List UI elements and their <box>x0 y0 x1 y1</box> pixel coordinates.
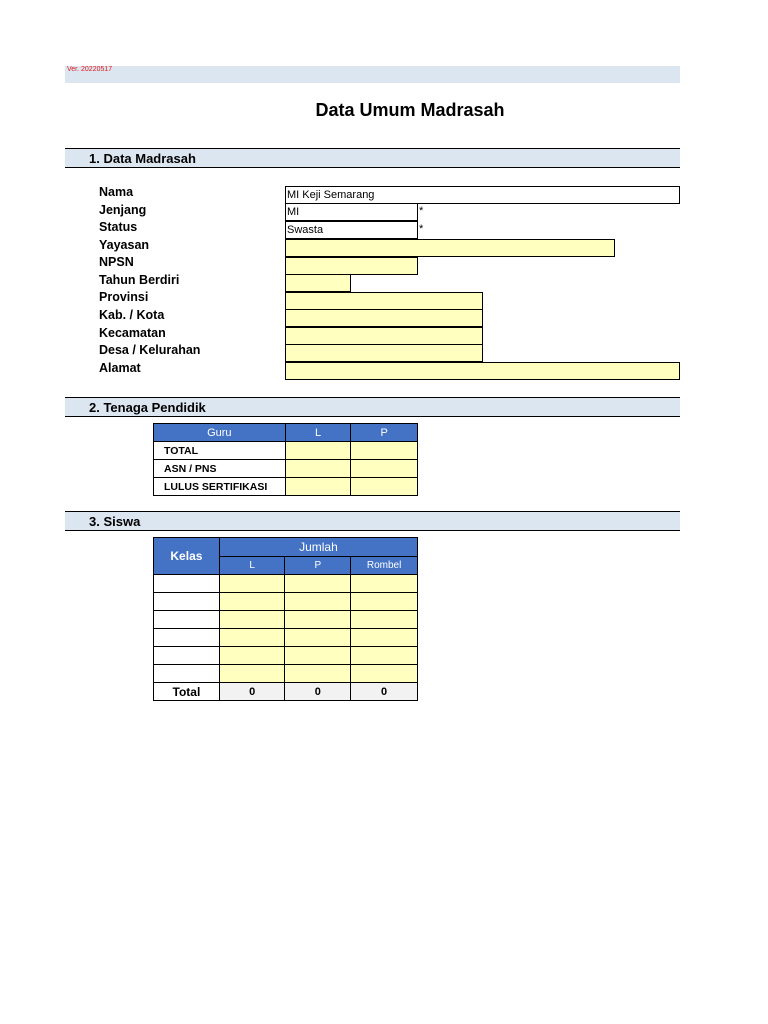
siswa-l-cell[interactable] <box>219 647 285 665</box>
desa-kelurahan-field[interactable] <box>285 344 483 362</box>
siswa-l-cell[interactable] <box>219 665 285 683</box>
nama-field[interactable]: MI Keji Semarang <box>285 186 680 204</box>
version-label: Ver. 20220517 <box>67 66 113 73</box>
siswa-header-rombel: Rombel <box>351 557 418 575</box>
siswa-l-cell[interactable] <box>219 575 285 593</box>
total-label: Total <box>154 683 220 701</box>
jenjang-field[interactable]: MI <box>285 203 418 221</box>
status-field[interactable]: Swasta <box>285 221 418 239</box>
section-header-tenaga-pendidik <box>65 397 680 417</box>
label-desa-kelurahan: Desa / Kelurahan <box>99 343 201 357</box>
kelas-cell[interactable] <box>154 665 220 683</box>
table-row <box>154 460 418 478</box>
guru-table <box>153 423 418 496</box>
siswa-p-cell[interactable] <box>285 611 351 629</box>
siswa-p-cell[interactable] <box>285 629 351 647</box>
tahun-berdiri-field[interactable] <box>285 274 351 292</box>
guru-sertifikasi-p-cell[interactable] <box>351 478 418 496</box>
siswa-table <box>153 537 418 701</box>
version-bar <box>65 66 680 83</box>
siswa-p-cell[interactable] <box>285 647 351 665</box>
label-tahun-berdiri: Tahun Berdiri <box>99 273 180 287</box>
siswa-rombel-cell[interactable] <box>351 647 418 665</box>
kecamatan-field[interactable] <box>285 327 483 345</box>
label-kab-kota: Kab. / Kota <box>99 308 165 322</box>
alamat-field[interactable] <box>285 362 680 380</box>
label-kecamatan: Kecamatan <box>99 326 166 340</box>
guru-asn-p-cell[interactable] <box>351 460 418 478</box>
guru-sertifikasi-l-cell[interactable] <box>285 478 351 496</box>
jenjang-required-mark: * <box>419 205 424 217</box>
kelas-cell[interactable] <box>154 629 220 647</box>
yayasan-field[interactable] <box>285 239 615 257</box>
table-row <box>154 611 418 629</box>
row-label-total: TOTAL <box>154 442 286 460</box>
kelas-cell[interactable] <box>154 575 220 593</box>
siswa-l-cell[interactable] <box>219 611 285 629</box>
table-row <box>154 442 418 460</box>
section-title: 3. Siswa <box>89 514 141 529</box>
status-required-mark: * <box>419 223 424 235</box>
table-row-total <box>154 683 418 701</box>
siswa-rombel-cell[interactable] <box>351 629 418 647</box>
table-row <box>154 478 418 496</box>
jumlah-header: Jumlah <box>219 538 417 557</box>
kelas-cell[interactable] <box>154 647 220 665</box>
label-alamat: Alamat <box>99 361 141 375</box>
npsn-field[interactable] <box>285 257 418 275</box>
label-provinsi: Provinsi <box>99 290 149 304</box>
guru-asn-l-cell[interactable] <box>285 460 351 478</box>
section-title: 1. Data Madrasah <box>89 151 196 166</box>
table-row <box>154 575 418 593</box>
label-jenjang: Jenjang <box>99 203 147 217</box>
siswa-p-cell[interactable] <box>285 665 351 683</box>
section-title: 2. Tenaga Pendidik <box>89 400 206 415</box>
total-p-value: 0 <box>285 683 351 701</box>
kelas-header: Kelas <box>154 538 220 575</box>
guru-header-l: L <box>285 424 351 442</box>
label-status: Status <box>99 220 138 234</box>
kelas-cell[interactable] <box>154 611 220 629</box>
table-row <box>154 647 418 665</box>
siswa-rombel-cell[interactable] <box>351 575 418 593</box>
siswa-rombel-cell[interactable] <box>351 611 418 629</box>
section-header-siswa <box>65 511 680 531</box>
row-label-lulus-sertifikasi: LULUS SERTIFIKASI <box>154 478 286 496</box>
siswa-rombel-cell[interactable] <box>351 665 418 683</box>
label-npsn: NPSN <box>99 255 134 269</box>
siswa-l-cell[interactable] <box>219 629 285 647</box>
table-row <box>154 629 418 647</box>
guru-total-l-cell[interactable] <box>285 442 351 460</box>
siswa-p-cell[interactable] <box>285 575 351 593</box>
kelas-cell[interactable] <box>154 593 220 611</box>
table-row <box>154 665 418 683</box>
label-nama: Nama <box>99 185 134 199</box>
siswa-l-cell[interactable] <box>219 593 285 611</box>
provinsi-field[interactable] <box>285 292 483 310</box>
siswa-rombel-cell[interactable] <box>351 593 418 611</box>
siswa-header-p: P <box>285 557 351 575</box>
siswa-header-l: L <box>219 557 285 575</box>
page-title: Data Umum Madrasah <box>315 100 505 120</box>
guru-header-p: P <box>351 424 418 442</box>
label-yayasan: Yayasan <box>99 238 150 252</box>
table-row <box>154 593 418 611</box>
total-l-value: 0 <box>219 683 285 701</box>
total-rombel-value: 0 <box>351 683 418 701</box>
guru-header: Guru <box>154 424 286 442</box>
row-label-asn-pns: ASN / PNS <box>154 460 286 478</box>
guru-total-p-cell[interactable] <box>351 442 418 460</box>
kab-kota-field[interactable] <box>285 309 483 327</box>
siswa-p-cell[interactable] <box>285 593 351 611</box>
section-header-data-madrasah <box>65 148 680 168</box>
